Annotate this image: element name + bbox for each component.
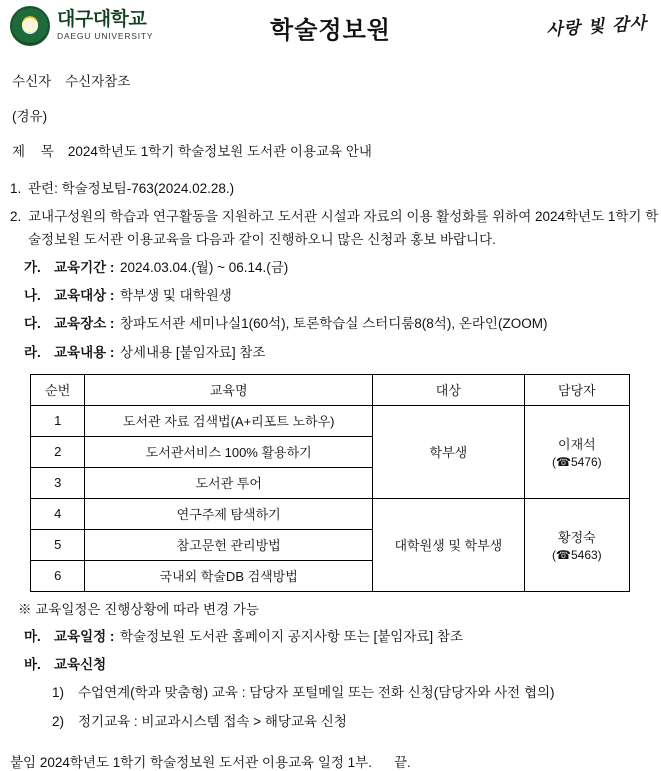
subject-label: 제 목 (12, 144, 60, 159)
body-item-da (10, 313, 661, 335)
body-item-ba-label: 교육신청 (54, 657, 107, 673)
body-item-2-text: 교내구성원의 학습과 연구활동을 지원하고 도서관 시설과 자료의 이용 활성화를 위하여 2024학년도 1학기 학술정보원 도서관 이용교육을 다음과 같이 진행하오니 많은 신청과 홍보 바랍니다. (28, 209, 659, 247)
row-no: 1 (31, 405, 85, 436)
document-meta (0, 70, 661, 160)
document-header (0, 0, 661, 56)
document-body (0, 178, 661, 364)
note-asterisk: ※ 교육일정은 진행상황에 따라 변경 가능 (18, 601, 259, 617)
row-course-name: 도서관서비스 100% 활용하기 (85, 436, 373, 467)
body-item-ma-number: 마. (24, 628, 41, 644)
brand-slogan: 사랑 빛 감사 (545, 13, 648, 41)
table-row (31, 498, 630, 529)
charge-2-name: 황정숙 (558, 530, 596, 546)
charge-1-phone: (☎5476) (552, 455, 602, 470)
body-item-ra-text: 상세내용 [붙임자료] 참조 (120, 344, 266, 360)
body-item-2-number: 2. (10, 209, 22, 225)
body-item-1 (10, 178, 661, 200)
body-item-na (10, 285, 661, 307)
table-header-target: 대상 (372, 374, 524, 405)
row-course-name: 연구주제 탐색하기 (85, 498, 373, 529)
table-row (31, 405, 630, 436)
row-target-group-1: 학부생 (372, 405, 524, 498)
body-item-ba-sub-1 (10, 682, 661, 704)
body-item-1-number: 1. (10, 181, 22, 196)
body-item-ga (10, 257, 661, 279)
row-no: 3 (31, 467, 85, 498)
recipient-row (12, 70, 661, 90)
body-item-na-text: 학부생 및 대학원생 (120, 288, 232, 304)
body-item-ra-label: 교육내용 : (54, 344, 115, 360)
row-no: 6 (31, 560, 85, 591)
body-item-ba-sub-2-number: 2) (52, 713, 65, 729)
row-no: 2 (31, 436, 85, 467)
charge-2-phone: (☎5463) (552, 548, 602, 563)
body-item-da-text: 창파도서관 세미나실1(60석), 토론학습실 스터디룸8(8석), 온라인(ZOOM) (120, 316, 548, 332)
body-item-ba-number: 바. (24, 657, 41, 673)
attachment-line (0, 751, 661, 771)
body-item-ba-sub-1-text: 수업연계(학과 맞춤형) 교육 : 담당자 포털메일 또는 전화 신청(담당자와 사전 협의) (78, 685, 555, 701)
row-course-name: 참고문헌 관리방법 (85, 529, 373, 560)
row-target-group-2: 대학원생 및 학부생 (372, 498, 524, 591)
row-no: 5 (31, 529, 85, 560)
row-course-name: 도서관 자료 검색법(A+리포트 노하우) (85, 405, 373, 436)
via-row: (경유) (12, 109, 48, 124)
body-item-ba (10, 654, 661, 676)
subject-row (12, 140, 661, 160)
university-name-ko: 대구대학교 (57, 9, 147, 31)
end-marker: 끝. (393, 754, 411, 770)
row-charge-1 (524, 405, 629, 498)
row-charge-2 (524, 498, 629, 591)
body-item-ma (10, 626, 661, 648)
body-item-ga-number: 가. (24, 259, 41, 275)
row-course-name: 도서관 투어 (85, 467, 373, 498)
body-item-ga-text: 2024.03.04.(월) ~ 06.14.(금) (120, 259, 289, 275)
table-header-charge: 담당자 (524, 374, 629, 405)
education-table (30, 374, 630, 592)
body-item-ra (10, 342, 661, 364)
university-name-en: DAEGU UNIVERSITY (57, 31, 154, 42)
attachment-text: 붙임 2024학년도 1학기 학술정보원 도서관 이용교육 일정 1부. (10, 754, 372, 770)
body-item-ra-number: 라. (24, 344, 41, 360)
body-item-ma-label: 교육일정 : (54, 628, 115, 644)
body-item-ba-sub-2 (10, 711, 661, 733)
body-item-na-number: 나. (24, 288, 41, 304)
row-no: 4 (31, 498, 85, 529)
body-item-ga-label: 교육기간 : (54, 259, 115, 275)
body-item-ba-sub-2-text: 정기교육 : 비교과시스템 접속 > 해당교육 신청 (78, 713, 347, 729)
table-header-row (31, 374, 630, 405)
body-item-na-label: 교육대상 : (54, 288, 115, 304)
table-header-no: 순번 (31, 374, 85, 405)
subject-value: 2024학년도 1학기 학술정보원 도서관 이용교육 안내 (67, 144, 372, 159)
body-item-da-number: 다. (24, 316, 41, 332)
charge-1-name: 이재석 (558, 437, 596, 453)
body-item-1-text: 관련: 학술정보팀-763(2024.02.28.) (28, 181, 235, 196)
body-item-da-label: 교육장소 : (54, 316, 115, 332)
table-header-name: 교육명 (85, 374, 373, 405)
row-course-name: 국내외 학술DB 검색방법 (85, 560, 373, 591)
recipient-label: 수신자 (12, 74, 52, 89)
page-title: 학술정보원 (270, 17, 391, 44)
body-item-ma-text: 학술정보원 도서관 홈페이지 공지사항 또는 [붙임자료] 참조 (120, 628, 463, 644)
body-item-2 (10, 206, 661, 251)
document-body-continued (0, 626, 661, 733)
recipient-value: 수신자참조 (65, 74, 131, 89)
body-item-ba-sub-1-number: 1) (52, 685, 65, 701)
